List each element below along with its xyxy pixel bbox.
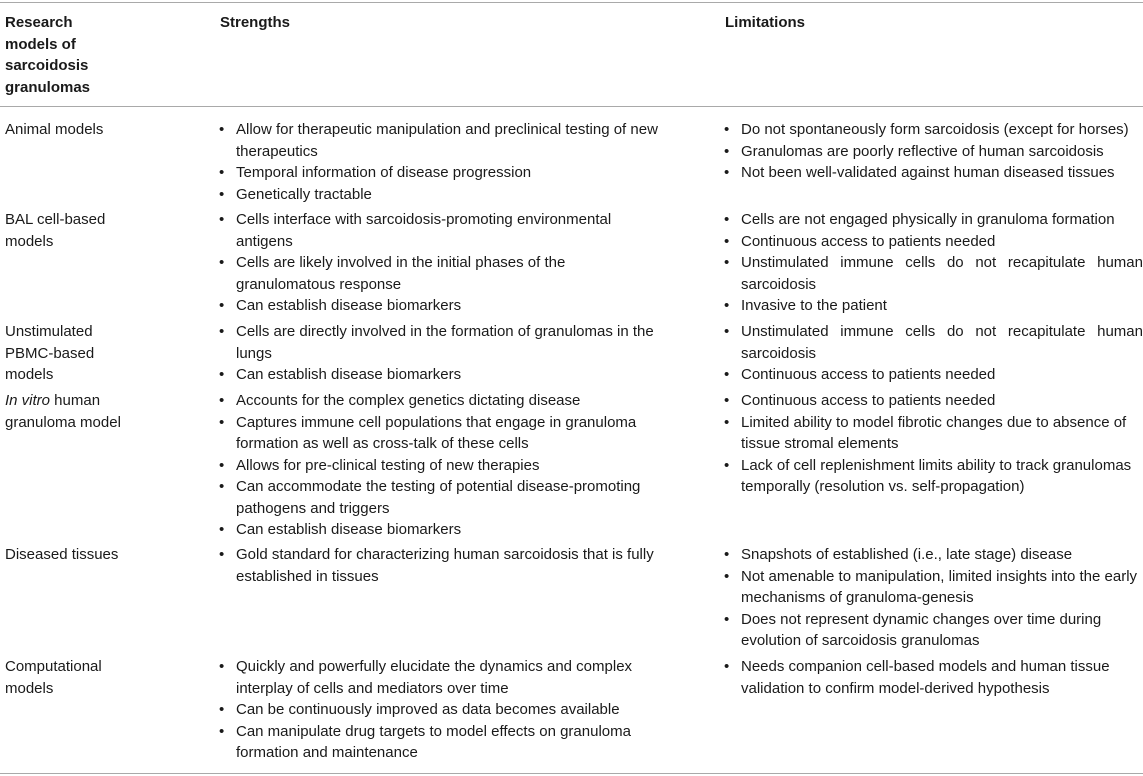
list-item: • Can establish disease biomarkers (218, 519, 658, 541)
list-item: • Cells interface with sarcoidosis-promoting environmental antigens (218, 209, 658, 252)
row-label-bal-models: BAL cell-based models (5, 211, 106, 250)
row-label-computational-models: Computational models (5, 658, 102, 697)
list-item: • Do not spontaneously form sarcoidosis (except for horses) (723, 119, 1143, 141)
row-label-italic: In vitro (5, 392, 51, 409)
strengths-list-diseased-tissues (218, 544, 658, 587)
list-item: • Invasive to the patient (723, 295, 1143, 317)
table-bottom-rule (0, 773, 1143, 774)
list-item: • Cells are not engaged physically in granuloma formation (723, 209, 1143, 231)
list-item: • Continuous access to patients needed (723, 231, 1143, 253)
list-item: • Not amenable to manipulation, limited insights into the early mechanisms of granuloma-genesis (723, 566, 1143, 609)
list-item: • Captures immune cell populations that engage in granuloma formation as well as cross-talk of these cells (218, 412, 658, 455)
strengths-list-in-vitro-model (218, 390, 658, 541)
header-rule (0, 106, 1143, 107)
row-label-pbmc-models: Unstimulated PBMC-based models (5, 323, 95, 383)
list-item: • Accounts for the complex genetics dictating disease (218, 390, 658, 412)
header-strengths: Strengths (220, 14, 291, 31)
list-item: • Not been well-validated against human diseased tissues (723, 162, 1143, 184)
limitations-list-animal-models (723, 119, 1143, 184)
limitations-list-bal-models (723, 209, 1143, 317)
list-item: • Granulomas are poorly reflective of human sarcoidosis (723, 141, 1143, 163)
limitations-list-diseased-tissues (723, 544, 1143, 652)
header-limitations: Limitations (725, 14, 806, 31)
list-item: • Can establish disease biomarkers (218, 295, 658, 317)
header-models: Research models of sarcoidosis granulomas (5, 14, 91, 96)
list-item: • Can be continuously improved as data becomes available (218, 699, 658, 721)
list-item: • Cells are likely involved in the initial phases of the granulomatous response (218, 252, 658, 295)
list-item: • Needs companion cell-based models and human tissue validation to confirm model-derived hypothesis (723, 656, 1143, 699)
list-item: • Gold standard for characterizing human sarcoidosis that is fully established in tissues (218, 544, 658, 587)
strengths-list-bal-models (218, 209, 658, 317)
limitations-list-in-vitro-model (723, 390, 1143, 498)
row-label-text: human granuloma model (5, 392, 121, 431)
list-item: • Cells are directly involved in the formation of granulomas in the lungs (218, 321, 658, 364)
list-item: • Unstimulated immune cells do not recapitulate human sarcoidosis (723, 252, 1143, 295)
list-item: • Continuous access to patients needed (723, 364, 1143, 386)
row-label-diseased-tissues: Diseased tissues (5, 546, 119, 563)
limitations-list-computational-models (723, 656, 1143, 699)
list-item: • Can establish disease biomarkers (218, 364, 658, 386)
list-item: • Does not represent dynamic changes over time during evolution of sarcoidosis granulomas (723, 609, 1143, 652)
list-item: • Allows for pre-clinical testing of new therapies (218, 455, 658, 477)
strengths-list-pbmc-models (218, 321, 658, 386)
limitations-list-pbmc-models (723, 321, 1143, 386)
row-label-in-vitro-model (5, 390, 135, 433)
strengths-list-animal-models (218, 119, 658, 205)
list-item: • Snapshots of established (i.e., late stage) disease (723, 544, 1143, 566)
list-item: • Temporal information of disease progression (218, 162, 658, 184)
list-item: • Can accommodate the testing of potential disease-promoting pathogens and triggers (218, 476, 658, 519)
list-item: • Can manipulate drug targets to model effects on granuloma formation and maintenance (218, 721, 658, 764)
list-item: • Quickly and powerfully elucidate the dynamics and complex interplay of cells and mediators over time (218, 656, 658, 699)
table-top-rule (0, 2, 1143, 3)
list-item: • Allow for therapeutic manipulation and preclinical testing of new therapeutics (218, 119, 658, 162)
list-item: • Genetically tractable (218, 184, 658, 206)
list-item: • Lack of cell replenishment limits ability to track granulomas temporally (resolution vs. self-propagation) (723, 455, 1143, 498)
list-item: • Unstimulated immune cells do not recapitulate human sarcoidosis (723, 321, 1143, 364)
strengths-list-computational-models (218, 656, 658, 764)
list-item: • Limited ability to model fibrotic changes due to absence of tissue stromal elements (723, 412, 1143, 455)
list-item: • Continuous access to patients needed (723, 390, 1143, 412)
row-label-animal-models: Animal models (5, 121, 104, 138)
